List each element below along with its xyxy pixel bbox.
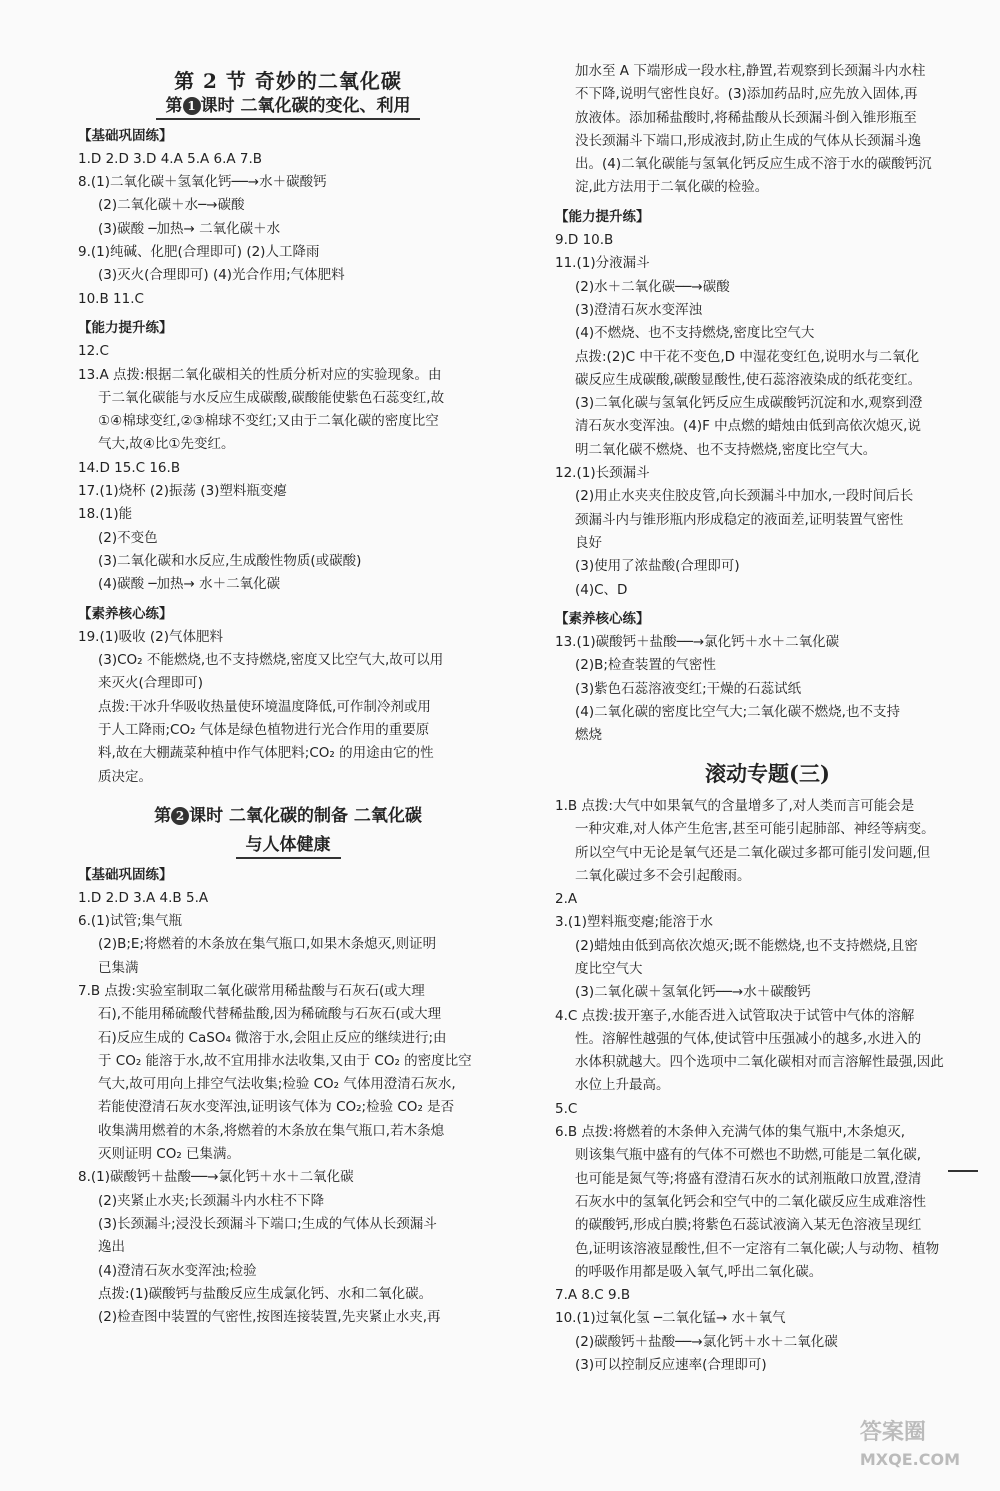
answer-line: (2)B;E;将燃着的木条放在集气瓶口,如果木条熄灭,则证明 bbox=[98, 936, 437, 953]
right-column bbox=[555, 60, 980, 1377]
answer-line: 性。溶解性越强的气体,使试管中压强减小的越多,水进入的 bbox=[575, 1030, 922, 1047]
section-heading: 【能力提升练】 bbox=[78, 319, 173, 336]
answer-line: 燃烧 bbox=[575, 727, 602, 744]
answer-line: (2)夹紧止水夹;长颈漏斗内水柱不下降 bbox=[98, 1192, 325, 1209]
answer-line: (4)C、D bbox=[575, 581, 628, 598]
answer-line: (3)二氧化碳＋氢氧化钙──→水＋碳酸钙 bbox=[575, 984, 811, 1001]
answer-line: 度比空气大 bbox=[575, 960, 643, 977]
section-heading: 【能力提升练】 bbox=[555, 208, 650, 225]
answer-line: 11.(1)分液漏斗 bbox=[555, 255, 650, 272]
answer-line: (2)碳酸钙＋盐酸──→氯化钙＋水＋二氧化碳 bbox=[575, 1333, 838, 1350]
answer-line: 于 CO₂ 能溶于水,故不宜用排水法收集,又由于 CO₂ 的密度比空 bbox=[98, 1052, 472, 1069]
answer-line: 13.(1)碳酸钙＋盐酸──→氯化钙＋水＋二氧化碳 bbox=[555, 634, 840, 651]
answer-line: 石灰水中的氢氧化钙会和空气中的二氧化碳反应生成难溶性 bbox=[575, 1193, 926, 1210]
answer-line: 气大,故可用向上排空气法收集;检验 CO₂ 气体用澄清石灰水, bbox=[98, 1076, 456, 1093]
answer-line: (3)灭火(合理即可) (4)光合作用;气体肥料 bbox=[98, 267, 345, 284]
answer-line: (3)使用了浓盐酸(合理即可) bbox=[575, 558, 740, 575]
answer-line: 点拨:干冰升华吸收热量使环境温度降低,可作制冷剂或用 bbox=[98, 698, 431, 715]
answer-line: 灭则证明 CO₂ 已集满。 bbox=[98, 1146, 241, 1163]
answer-line: 来灭火(合理即可) bbox=[98, 675, 204, 692]
answer-line: 9.D 10.B bbox=[555, 232, 614, 249]
answer-line: 也可能是氮气等;将盛有澄清石灰水的试剂瓶敞口放置,澄清 bbox=[575, 1170, 922, 1187]
section-heading: 【素养核心练】 bbox=[555, 610, 650, 627]
answer-line: (3)二氧化碳和水反应,生成酸性物质(或碳酸) bbox=[98, 552, 362, 569]
answer-line: 二氧化碳过多不会引起酸雨。 bbox=[575, 867, 751, 884]
lesson-title-text: 课时 二氧化碳的变化、利用 bbox=[200, 96, 411, 117]
answer-line: (3)CO₂ 不能燃烧,也不支持燃烧,密度又比空气大,故可以用 bbox=[98, 652, 444, 669]
answer-line: 则该集气瓶中盛有的气体不可燃也不助燃,可能是二氧化碳, bbox=[575, 1147, 922, 1164]
lesson-2-title-line2 bbox=[78, 834, 498, 857]
answer-line: 9.(1)纯碱、化肥(合理即可) (2)人工降雨 bbox=[78, 244, 320, 261]
answer-line: 加水至 A 下端形成一段水柱,静置,若观察到长颈漏斗内水柱 bbox=[575, 63, 926, 79]
lesson-2-answers bbox=[78, 864, 498, 1330]
answer-line: 1.D 2.D 3.D 4.A 5.A 6.A 7.B bbox=[78, 150, 263, 167]
answer-line: 清石灰水变浑浊。(4)F 中点燃的蜡烛由低到高依次熄灭,说 bbox=[575, 418, 921, 435]
answer-line: (2)水＋二氧化碳──→碳酸 bbox=[575, 278, 730, 295]
answer-line: 碳反应生成碳酸,碳酸显酸性,使石蕊溶液染成的纸花变红。 bbox=[575, 371, 922, 388]
answer-line: (2)用止水夹夹住胶皮管,向长颈漏斗中加水,一段时间后长 bbox=[575, 488, 914, 505]
answer-line: (2)检查图中装置的气密性,按图连接装置,先夹紧止水夹,再 bbox=[98, 1309, 441, 1326]
lesson-number-icon: 1 bbox=[183, 97, 201, 115]
answer-line: (3)碳酸 ─加热→ 二氧化碳＋水 bbox=[98, 220, 281, 237]
answer-line: 7.B 点拨:实验室制取二氧化碳常用稀盐酸与石灰石(或大理 bbox=[78, 982, 425, 999]
answer-line: 8.(1)二氧化碳＋氢氧化钙──→水＋碳酸钙 bbox=[78, 174, 327, 191]
answer-line: (3)可以控制反应速率(合理即可) bbox=[575, 1357, 767, 1374]
watermark-url: MXQE.COM bbox=[859, 1450, 960, 1469]
answer-line: (3)长颈漏斗;浸没长颈漏斗下端口;生成的气体从长颈漏斗 bbox=[98, 1215, 437, 1232]
answer-line: 于二氧化碳能与水反应生成碳酸,碳酸能使紫色石蕊变红,故 bbox=[98, 389, 445, 406]
answer-line: 18.(1)能 bbox=[78, 506, 133, 523]
answer-line: 水位上升最高。 bbox=[575, 1077, 670, 1094]
answer-line: 出。(4)二氧化碳能与氢氧化钙反应生成不溶于水的碳酸钙沉 bbox=[575, 156, 932, 173]
answer-line: 收集满用燃着的木条,将燃着的木条放在集气瓶口,若木条熄 bbox=[98, 1122, 445, 1139]
answer-line: 若能使澄清石灰水变浑浊,证明该气体为 CO₂;检验 CO₂ 是否 bbox=[98, 1099, 455, 1116]
answer-line: 10.B 11.C bbox=[78, 290, 144, 307]
answer-line: 逸出 bbox=[98, 1239, 125, 1256]
answer-line: 的呼吸作用都是吸入氧气,呼出二氧化碳。 bbox=[575, 1263, 823, 1280]
answer-line: (4)碳酸 ─加热→ 水＋二氧化碳 bbox=[98, 576, 281, 593]
answer-line: (4)澄清石灰水变浑浊;检验 bbox=[98, 1262, 257, 1279]
answer-line: (4)二氧化碳的密度比空气大;二氧化碳不燃烧,也不支持 bbox=[575, 704, 900, 721]
answer-line: (3)二氧化碳与氢氧化钙反应生成碳酸钙沉淀和水,观察到澄 bbox=[575, 395, 923, 412]
answer-line: 3.(1)塑料瓶变瘪;能溶于水 bbox=[555, 914, 714, 931]
answer-line: 14.D 15.C 16.B bbox=[78, 459, 181, 476]
answer-line: 4.C 点拨:拔开塞子,水能否进入试管取决于试管中气体的溶解 bbox=[555, 1007, 915, 1024]
answer-line: 1.D 2.D 3.A 4.B 5.A bbox=[78, 889, 209, 906]
answer-line: 料,故在大棚蔬菜种植中作气体肥料;CO₂ 的用途由它的性 bbox=[98, 745, 434, 762]
section-heading: 【基础巩固练】 bbox=[78, 127, 173, 144]
watermark-logo bbox=[860, 1415, 960, 1471]
answer-line: (2)二氧化碳＋水─→碳酸 bbox=[98, 197, 245, 214]
answer-line: 2.A bbox=[555, 891, 578, 908]
lesson-2-title bbox=[78, 805, 498, 828]
answer-line: 7.A 8.C 9.B bbox=[555, 1287, 631, 1304]
answer-line: 10.(1)过氧化氢 ─二氧化锰→ 水＋氧气 bbox=[555, 1310, 786, 1327]
answer-line: 明二氧化碳不燃烧、也不支持燃烧,密度比空气大。 bbox=[575, 441, 877, 458]
answer-line: 没长颈漏斗下端口,形成液封,防止生成的气体从长颈漏斗逸 bbox=[575, 132, 922, 149]
answer-line: (3)澄清石灰水变浑浊 bbox=[575, 301, 703, 318]
answer-line: 17.(1)烧杯 (2)振荡 (3)塑料瓶变瘪 bbox=[78, 483, 287, 500]
answer-line: 石),不能用稀硫酸代替稀盐酸,因为稀硫酸与石灰石(或大理 bbox=[98, 1006, 442, 1023]
lesson-title-text-2: 与人体健康 bbox=[236, 835, 341, 859]
answer-line: 已集满 bbox=[98, 959, 139, 976]
answer-line: 水体积就越大。四个选项中二氧化碳相对而言溶解性最强,因此 bbox=[575, 1054, 944, 1071]
lesson-number-icon: 2 bbox=[171, 807, 189, 825]
answer-line: 13.A 点拨:根据二氧化碳相关的性质分析对应的实验现象。由 bbox=[78, 366, 442, 383]
answer-line: 一种灾难,对人体产生危害,甚至可能引起肺部、神经等病变。 bbox=[575, 821, 935, 838]
answer-line: ①④棉球变红,②③棉球不变红;又由于二氧化碳的密度比空 bbox=[98, 413, 439, 430]
answer-line: 气大,故④比①先变红。 bbox=[98, 436, 235, 453]
answer-line: 不下降,说明气密性良好。(3)添加药品时,应先放入固体,再 bbox=[575, 86, 918, 103]
answer-line: 1.B 点拨:大气中如果氧气的含量增多了,对人类而言可能会是 bbox=[555, 797, 915, 814]
answer-line: 的碳酸钙,形成白膜;将紫色石蕊试液滴入某无色溶液呈现红 bbox=[575, 1217, 922, 1234]
answer-line: 良好 bbox=[575, 534, 602, 551]
answer-line: (4)不燃烧、也不支持燃烧,密度比空气大 bbox=[575, 325, 815, 342]
section-heading: 【素养核心练】 bbox=[78, 605, 173, 622]
rolling-topic-answers bbox=[555, 795, 980, 1377]
section-title: 第 2 节 奇妙的二氧化碳 bbox=[174, 69, 402, 93]
answer-line: 所以空气中无论是氧气还是二氧化碳过多都可能引发问题,但 bbox=[575, 844, 931, 861]
answer-line: (2)蜡烛由低到高依次熄灭;既不能燃烧,也不支持燃烧,且密 bbox=[575, 937, 918, 954]
answer-line: 石)反应生成的 CaSO₄ 微溶于水,会阻止反应的继续进行;由 bbox=[98, 1029, 447, 1046]
lesson-prefix: 第 bbox=[154, 805, 172, 826]
answer-line: 于人工降雨;CO₂ 气体是绿色植物进行光合作用的重要原 bbox=[98, 722, 430, 739]
answer-line: (3)紫色石蕊溶液变红;干燥的石蕊试纸 bbox=[575, 680, 802, 697]
answer-line: 12.C bbox=[78, 343, 109, 360]
answer-line: 5.C bbox=[555, 1100, 578, 1117]
lesson-prefix: 第 bbox=[165, 96, 183, 117]
page-divider-mark bbox=[948, 1170, 978, 1172]
answer-line: 8.(1)碳酸钙＋盐酸──→氯化钙＋水＋二氧化碳 bbox=[78, 1169, 354, 1186]
continued-answers bbox=[555, 60, 980, 748]
answer-line: 放液体。添加稀盐酸时,将稀盐酸从长颈漏斗倒入锥形瓶至 bbox=[575, 109, 917, 126]
answer-line: 色,证明该溶液显酸性,但不一定溶有二氧化碳;人与动物、植物 bbox=[575, 1240, 940, 1257]
section-heading: 【基础巩固练】 bbox=[78, 866, 173, 883]
answer-line: 颈漏斗内与锥形瓶内形成稳定的液面差,证明装置气密性 bbox=[575, 511, 904, 528]
answer-line: 12.(1)长颈漏斗 bbox=[555, 465, 650, 482]
answer-line: 淀,此方法用于二氧化碳的检验。 bbox=[575, 179, 769, 196]
answer-line: 19.(1)吸收 (2)气体肥料 bbox=[78, 628, 224, 645]
answer-line: (2)不变色 bbox=[98, 529, 158, 546]
lesson-1-answers bbox=[78, 125, 498, 789]
answer-line: 点拨:(1)碳酸钙与盐酸反应生成氯化钙、水和二氧化碳。 bbox=[98, 1285, 433, 1302]
answer-line: (2)B;检查装置的气密性 bbox=[575, 657, 716, 674]
answer-line: 质决定。 bbox=[98, 768, 152, 785]
lesson-title-text: 课时 二氧化碳的制备 二氧化碳 bbox=[189, 805, 422, 826]
lesson-1-title bbox=[78, 95, 498, 118]
rolling-topic-title: 滚动专题(三) bbox=[705, 760, 830, 786]
left-column bbox=[78, 60, 498, 1329]
answer-line: 6.B 点拨:将燃着的木条伸入充满气体的集气瓶中,木条熄灭, bbox=[555, 1124, 906, 1141]
answer-line: 点拨:(2)C 中干花不变色,D 中湿花变红色,说明水与二氧化 bbox=[575, 348, 920, 365]
answer-line: 6.(1)试管;集气瓶 bbox=[78, 913, 183, 930]
watermark-text: 答案圈 bbox=[859, 1420, 926, 1445]
